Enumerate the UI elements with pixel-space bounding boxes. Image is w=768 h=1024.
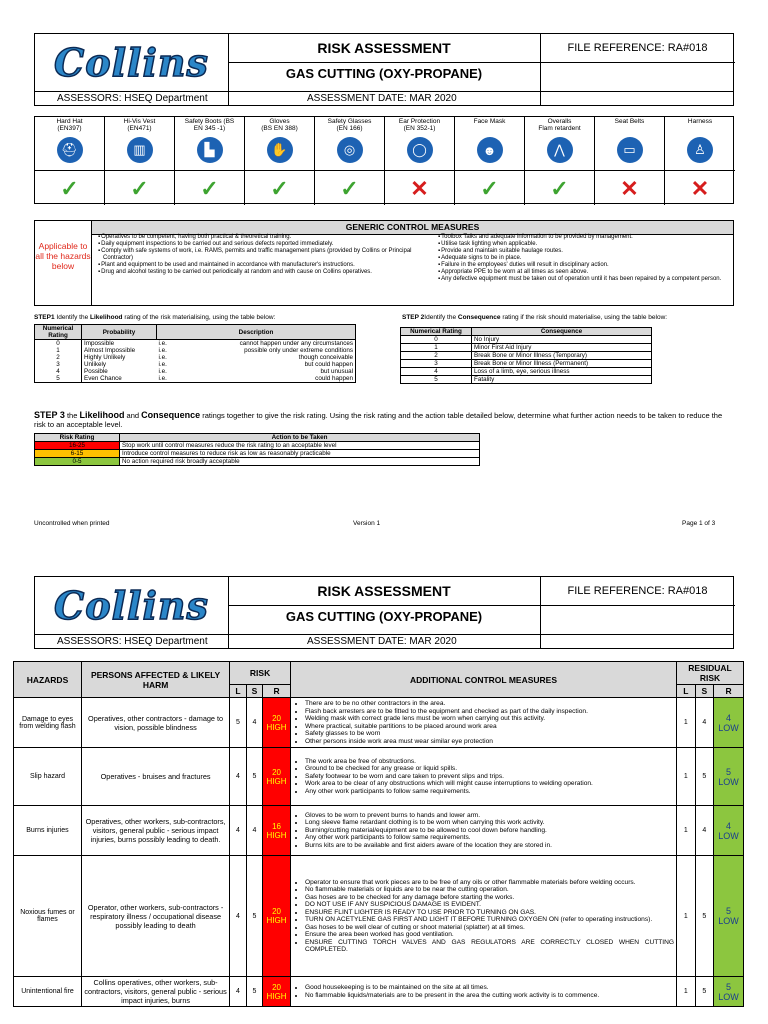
col-r: R bbox=[263, 685, 291, 698]
risk-value: 20 bbox=[272, 982, 281, 992]
likelihood-cell: 4 bbox=[230, 977, 246, 1007]
residual-severity-cell: 5 bbox=[695, 748, 714, 806]
generic-measure: ▪ Drug and alcohol testing to be carried out periodically at random and with cause on Collins operatives. bbox=[98, 269, 432, 276]
page2-header bbox=[34, 576, 734, 649]
col-l: L bbox=[230, 685, 246, 698]
residual-level: LOW bbox=[718, 991, 739, 1002]
divider bbox=[228, 92, 229, 106]
control-measure: • Safety footwear to be worn and care taken to prevent slips and trips. bbox=[305, 773, 674, 781]
doc-title: RISK ASSESSMENT bbox=[228, 34, 541, 63]
generic-list-left bbox=[92, 234, 432, 276]
hard-hat-icon: ⛑ bbox=[57, 137, 83, 163]
control-measure: • Gas hoses to be well clear of cutting or shoot material (splatter) at all times. bbox=[305, 924, 674, 932]
action-cell: No action required risk broadly acceptable bbox=[120, 458, 480, 466]
col-residual-r: R bbox=[714, 685, 744, 698]
ie-cell: i.e. bbox=[158, 361, 167, 368]
doc-subtitle: GAS CUTTING (OXY-PROPANE) bbox=[228, 62, 541, 91]
risk-value: 16 bbox=[272, 821, 281, 831]
description-cell: could happen bbox=[201, 375, 356, 383]
risk-level: HIGH bbox=[266, 722, 287, 732]
generic-measure: ▪ Operatives to be competent, having both practical & theoretical training. bbox=[98, 234, 432, 241]
likelihood-cell: 4 bbox=[230, 806, 246, 856]
severity-cell: 4 bbox=[246, 806, 262, 856]
rating-cell: 3 bbox=[35, 361, 82, 368]
rating-cell: 4 bbox=[401, 368, 472, 376]
col-residual-risk: RESIDUAL RISK bbox=[677, 662, 744, 685]
control-measure: • Burns kits are to be available and first aiders aware of the location they are stored in. bbox=[305, 842, 674, 850]
harness-icon: ♙ bbox=[687, 137, 713, 163]
residual-level: LOW bbox=[718, 830, 739, 841]
measures-cell bbox=[290, 856, 676, 977]
probability-cell: Highly Unlikely bbox=[82, 354, 157, 361]
consequence-table bbox=[400, 327, 652, 384]
generic-heading: GENERIC CONTROL MEASURES bbox=[92, 221, 733, 235]
header-meta-row bbox=[35, 634, 733, 649]
assessment-date: ASSESSMENT DATE: MAR 2020 bbox=[307, 93, 457, 104]
likelihood-row bbox=[35, 361, 356, 368]
ppe-label: Seat Belts bbox=[614, 118, 645, 125]
ppe-table bbox=[34, 116, 734, 204]
action-table bbox=[34, 433, 480, 466]
consequence-row bbox=[401, 336, 652, 344]
description-cell: cannot happen under any circumstances bbox=[201, 340, 356, 348]
col-s: S bbox=[246, 685, 262, 698]
seat-belt-icon: ▭ bbox=[617, 137, 643, 163]
control-measure: • Operator to ensure that work pieces are to be free of any oils or other flammable materials before welding occurs. bbox=[305, 879, 674, 887]
check-icon: ✓ bbox=[525, 170, 594, 206]
control-measure: • No flammable liquids/materials are to be present in the area the cutting work activity is to commence. bbox=[305, 992, 674, 1000]
vest-icon: ▥ bbox=[127, 137, 153, 163]
residual-value: 5 bbox=[726, 981, 732, 992]
risk-rating-cell bbox=[263, 856, 291, 977]
residual-likelihood-cell: 1 bbox=[677, 698, 696, 748]
file-reference: FILE REFERENCE: RA#018 bbox=[540, 34, 735, 63]
assessors: ASSESSORS: HSEQ Department bbox=[57, 636, 208, 647]
residual-risk-cell bbox=[714, 748, 744, 806]
residual-value: 4 bbox=[726, 712, 732, 723]
rating-cell: 2 bbox=[401, 352, 472, 360]
action-cell: Stop work until control measures reduce the risk rating to an acceptable level bbox=[120, 442, 480, 450]
rating-cell: 5 bbox=[35, 375, 82, 383]
ppe-column bbox=[245, 117, 315, 205]
step1-intro: STEP1 Identify the Likelihood rating of the risk materialising, using the table below: bbox=[34, 314, 276, 321]
control-measure: • Ground to be checked for any grease or liquid spills. bbox=[305, 765, 674, 773]
gloves-icon: ✋ bbox=[267, 137, 293, 163]
ppe-column bbox=[315, 117, 385, 205]
col-consequence: Consequence bbox=[472, 328, 652, 336]
control-measure: • There are to be no other contractors in the area. bbox=[305, 700, 674, 708]
step3-intro: STEP 3 the Likelihood and Consequence ratings together to give the risk rating. Using the risk rating and the action table detailed below, determine what further action needs to be taken to reduce the risk to an acceptable level. bbox=[34, 410, 723, 429]
collins-logo: Collins bbox=[35, 577, 229, 634]
check-icon: ✓ bbox=[175, 170, 244, 206]
col-hazards: HAZARDS bbox=[14, 662, 82, 698]
control-measure: • Burning/cutting material/equipment are to be allowed to cool down before handling. bbox=[305, 827, 674, 835]
hazard-row bbox=[14, 748, 744, 806]
hazard-cell: Damage to eyes from welding flash bbox=[14, 698, 82, 748]
ppe-label: Gloves (BS EN 388) bbox=[261, 118, 298, 132]
footer-version: Version 1 bbox=[353, 520, 381, 527]
persons-cell: Collins operatives, other workers, sub-contractors, visitors, general public - serious impact injuries, burns bbox=[81, 977, 229, 1007]
residual-risk-cell bbox=[714, 977, 744, 1007]
consequence-row bbox=[401, 352, 652, 360]
col-rating: Numerical Rating bbox=[401, 328, 472, 336]
col-risk-rating: Risk Rating bbox=[35, 434, 120, 442]
generic-measure: ▪ Plant and equipment to be used and maintained in accordance with manufacturer's instructions. bbox=[98, 262, 432, 269]
page1-header bbox=[34, 33, 734, 106]
ppe-column bbox=[525, 117, 595, 205]
step2-intro: STEP 2Identify the Consequence rating if the risk should materialise, using the table below: bbox=[402, 314, 668, 321]
residual-level: LOW bbox=[718, 776, 739, 787]
ppe-label: Overalls Flam retardent bbox=[538, 118, 581, 132]
check-icon: ✓ bbox=[455, 170, 524, 206]
hazard-row bbox=[14, 698, 744, 748]
risk-rating-cell bbox=[263, 806, 291, 856]
probability-cell: Unlikely bbox=[82, 361, 157, 368]
assessors: ASSESSORS: HSEQ Department bbox=[57, 93, 208, 104]
measures-cell bbox=[290, 698, 676, 748]
collins-logo: Collins bbox=[35, 34, 229, 91]
col-additional-measures: ADDITIONAL CONTROL MEASURES bbox=[290, 662, 676, 698]
boots-icon: ▙ bbox=[197, 137, 223, 163]
hazard-cell: Slip hazard bbox=[14, 748, 82, 806]
residual-level: LOW bbox=[718, 722, 739, 733]
hazard-cell: Noxious fumes or flames bbox=[14, 856, 82, 977]
consequence-cell: Break Bone or Minor Illness (Temporary) bbox=[472, 352, 652, 360]
measures-list bbox=[293, 984, 674, 999]
persons-cell: Operatives, other contractors - damage to vision, possible blindness bbox=[81, 698, 229, 748]
ppe-column bbox=[595, 117, 665, 205]
residual-risk-cell bbox=[714, 856, 744, 977]
residual-risk-cell bbox=[714, 698, 744, 748]
risk-level: HIGH bbox=[266, 776, 287, 786]
measures-list bbox=[293, 879, 674, 954]
col-residual-s: S bbox=[695, 685, 714, 698]
generic-control-measures bbox=[34, 220, 734, 306]
persons-cell: Operatives, other workers, sub-contractors, visitors, general public - serious impact injuries, burns possibly leading to death. bbox=[81, 806, 229, 856]
description-cell: but could happen bbox=[201, 361, 356, 368]
residual-severity-cell: 4 bbox=[695, 806, 714, 856]
ie-cell: i.e. bbox=[157, 375, 201, 383]
ppe-label: Safety Boots (BS EN 345 -1) bbox=[184, 118, 235, 132]
col-residual-l: L bbox=[677, 685, 696, 698]
residual-value: 5 bbox=[726, 906, 732, 916]
measures-cell bbox=[290, 748, 676, 806]
rating-cell: 5 bbox=[401, 376, 472, 384]
cross-icon: ✕ bbox=[385, 170, 454, 206]
likelihood-row bbox=[35, 375, 356, 383]
probability-cell: Almost Impossible bbox=[82, 347, 157, 354]
rating-cell: 4 bbox=[35, 368, 82, 375]
file-reference: FILE REFERENCE: RA#018 bbox=[540, 577, 735, 606]
action-row bbox=[35, 442, 480, 450]
risk-rating-cell bbox=[263, 698, 291, 748]
persons-cell: Operator, other workers, sub-contractors - respiratory illness / occupational disease possibly leading to death bbox=[81, 856, 229, 977]
cross-icon: ✕ bbox=[595, 170, 664, 206]
measures-list bbox=[293, 812, 674, 850]
consequence-cell: Minor First Aid Injury bbox=[472, 344, 652, 352]
control-measure: • Good housekeeping is to be maintained on the site at all times. bbox=[305, 984, 674, 992]
severity-cell: 4 bbox=[246, 698, 262, 748]
ie-cell: i.e. bbox=[158, 347, 167, 354]
blank-cell bbox=[540, 605, 735, 634]
residual-level: LOW bbox=[718, 916, 739, 926]
consequence-cell: No Injury bbox=[472, 336, 652, 344]
measures-cell bbox=[290, 977, 676, 1007]
col-action: Action to be Taken bbox=[120, 434, 480, 442]
risk-rating-cell bbox=[263, 748, 291, 806]
measures-list bbox=[293, 758, 674, 796]
persons-cell: Operatives - bruises and fractures bbox=[81, 748, 229, 806]
rating-cell: 1 bbox=[35, 347, 82, 354]
control-measure: • Ensure the area been worked has good ventilation. bbox=[305, 931, 674, 939]
likelihood-row bbox=[35, 347, 356, 354]
likelihood-table bbox=[34, 324, 356, 383]
risk-rating-cell bbox=[263, 977, 291, 1007]
risk-assessment-table bbox=[13, 661, 744, 1007]
control-measure: • Any other work participants to follow same requirements. bbox=[305, 788, 674, 796]
check-icon: ✓ bbox=[315, 170, 384, 206]
hazard-row bbox=[14, 806, 744, 856]
control-measure: • DO NOT USE IF ANY SUSPICIOUS DAMAGE IS EVIDENT. bbox=[305, 901, 674, 909]
ppe-label: Face Mask bbox=[473, 118, 506, 125]
risk-rating-cell: 16-25 bbox=[35, 442, 120, 450]
control-measure: • TURN ON ACETYLENE GAS FIRST AND LIGHT IT BEFORE TURNING OXYGEN ON (refer to operating instructions). bbox=[305, 916, 674, 924]
generic-measure: ▪ Adequate signs to be in place. bbox=[438, 255, 736, 262]
rating-cell: 1 bbox=[401, 344, 472, 352]
check-icon: ✓ bbox=[105, 170, 174, 206]
control-measure: • Welding mask with correct grade lens must be worn when carrying out this activity. bbox=[305, 715, 674, 723]
ppe-column bbox=[35, 117, 105, 205]
ie-cell: i.e. bbox=[158, 354, 167, 361]
ppe-label: Safety Glasses (EN 166) bbox=[327, 118, 372, 132]
consequence-row bbox=[401, 344, 652, 352]
ppe-column bbox=[455, 117, 525, 205]
risk-level: HIGH bbox=[266, 830, 287, 840]
col-rating: Numerical Rating bbox=[35, 325, 82, 340]
consequence-cell: Break Bone or Minor Illness (Permanent) bbox=[472, 360, 652, 368]
hazard-cell: Unintentional fire bbox=[14, 977, 82, 1007]
ppe-column bbox=[105, 117, 175, 205]
rating-cell: 0 bbox=[401, 336, 472, 344]
col-persons: PERSONS AFFECTED & LIKELY HARM bbox=[81, 662, 229, 698]
ppe-label: Hard Hat (EN397) bbox=[56, 118, 83, 132]
severity-cell: 5 bbox=[246, 748, 262, 806]
check-icon: ✓ bbox=[35, 170, 104, 206]
description-cell: but unusual bbox=[201, 368, 356, 375]
consequence-row bbox=[401, 360, 652, 368]
overalls-icon: ⋀ bbox=[547, 137, 573, 163]
control-measure: • Flash back arresters are to be fitted to the equipment and checked as part of the daily inspection. bbox=[305, 708, 674, 716]
residual-likelihood-cell: 1 bbox=[677, 856, 696, 977]
generic-measure: ▪ Comply with safe systems of work, i.e. RAMS, permits and traffic management plans (provided by Collins or Principal Contractor) bbox=[98, 248, 432, 262]
risk-value: 20 bbox=[272, 767, 281, 777]
action-row bbox=[35, 458, 480, 466]
hazard-cell: Burns injuries bbox=[14, 806, 82, 856]
likelihood-row bbox=[35, 354, 356, 361]
divider bbox=[540, 635, 541, 649]
divider bbox=[228, 635, 229, 649]
description-cell: though conceivable bbox=[201, 354, 356, 361]
residual-value: 5 bbox=[726, 766, 732, 777]
control-measure: • No flammable materials or liquids are to be near the cutting operation. bbox=[305, 886, 674, 894]
control-measure: • The work area be free of obstructions. bbox=[305, 758, 674, 766]
col-description: Description bbox=[157, 325, 356, 340]
ppe-column bbox=[385, 117, 455, 205]
risk-level: HIGH bbox=[266, 916, 287, 925]
hazard-row bbox=[14, 977, 744, 1007]
ie-cell: i.e. bbox=[158, 340, 167, 347]
ear-protection-icon: ◯ bbox=[407, 137, 433, 163]
severity-cell: 5 bbox=[246, 977, 262, 1007]
likelihood-cell: 5 bbox=[230, 698, 246, 748]
control-measure: • Any other work participants to follow same requirements. bbox=[305, 834, 674, 842]
rating-cell: 2 bbox=[35, 354, 82, 361]
probability-cell: Even Chance bbox=[82, 375, 157, 383]
generic-measure: ▪ Failure in the employees' duties will result in disciplinary action. bbox=[438, 262, 736, 269]
ppe-column bbox=[175, 117, 245, 205]
consequence-row bbox=[401, 368, 652, 376]
probability-cell: Possible bbox=[82, 368, 157, 375]
severity-cell: 5 bbox=[246, 856, 262, 977]
likelihood-row bbox=[35, 340, 356, 348]
likelihood-row bbox=[35, 368, 356, 375]
likelihood-cell: 4 bbox=[230, 856, 246, 977]
ie-cell: i.e. bbox=[158, 368, 167, 375]
risk-level: HIGH bbox=[266, 991, 287, 1001]
action-row bbox=[35, 450, 480, 458]
risk-value: 20 bbox=[272, 713, 281, 723]
description-cell: possible only under extreme conditions bbox=[201, 347, 356, 354]
generic-list-right bbox=[432, 234, 736, 283]
assessment-date: ASSESSMENT DATE: MAR 2020 bbox=[307, 636, 457, 647]
likelihood-cell: 4 bbox=[230, 748, 246, 806]
ppe-column bbox=[665, 117, 735, 205]
glasses-icon: ◎ bbox=[337, 137, 363, 163]
probability-cell: Impossible bbox=[82, 340, 157, 348]
col-probability: Probability bbox=[82, 325, 157, 340]
consequence-cell: Fatality bbox=[472, 376, 652, 384]
face-mask-icon: ☻ bbox=[477, 137, 503, 163]
control-measure: • Work area to be clear of any obstructions which will might cause interruptions to welding operation. bbox=[305, 780, 674, 788]
ppe-label: Harness bbox=[687, 118, 713, 125]
control-measure: • ENSURE CUTTING TORCH VALVES AND GAS REGULATORS ARE CORRECTLY CLOSED WHEN CUTTING COMPLETED. bbox=[305, 939, 674, 954]
consequence-cell: Loss of a limb, eye, serious illness bbox=[472, 368, 652, 376]
rating-cell: 3 bbox=[401, 360, 472, 368]
rating-cell: 0 bbox=[35, 340, 82, 348]
residual-severity-cell: 5 bbox=[695, 977, 714, 1007]
blank-cell bbox=[540, 62, 735, 91]
control-measure: • Long sleeve flame retardant clothing is to be worn when carrying this work activity. bbox=[305, 819, 674, 827]
control-measure: • Gas hoses are to be checked for any damage before starting the works. bbox=[305, 894, 674, 902]
doc-title: RISK ASSESSMENT bbox=[228, 577, 541, 606]
consequence-row bbox=[401, 376, 652, 384]
residual-likelihood-cell: 1 bbox=[677, 977, 696, 1007]
control-measure: • Other persons inside work area must wear similar eye protection bbox=[305, 738, 674, 746]
risk-rating-cell: 6-15 bbox=[35, 450, 120, 458]
generic-measure: ▪ Any defective equipment must be taken out of operation until it has been repaired by a competent person. bbox=[438, 276, 736, 283]
col-risk: RISK bbox=[230, 662, 291, 685]
footer-page: Page 1 of 3 bbox=[682, 520, 716, 527]
control-measure: • Gloves to be worn to prevent burns to hands and lower arm. bbox=[305, 812, 674, 820]
generic-measure: ▪ Toolbox Talks and adequate information to be provided by management. bbox=[438, 234, 736, 241]
cross-icon: ✕ bbox=[665, 170, 735, 206]
header-meta-row bbox=[35, 91, 733, 106]
check-icon: ✓ bbox=[245, 170, 314, 206]
control-measure: • Where practical, suitable partitions to be placed around work area bbox=[305, 723, 674, 731]
residual-likelihood-cell: 1 bbox=[677, 748, 696, 806]
footer-uncontrolled: Uncontrolled when printed bbox=[34, 520, 110, 527]
ppe-label: Ear Protection (EN 352-1) bbox=[398, 118, 441, 132]
measures-cell bbox=[290, 806, 676, 856]
action-cell: Introduce control measures to reduce risk as low as reasonably practicable bbox=[120, 450, 480, 458]
generic-measure: ▪ Utilise task lighting when applicable. bbox=[438, 241, 736, 248]
control-measure: • ENSURE FLINT LIGHTER IS READY TO USE PRIOR TO TURNING ON GAS. bbox=[305, 909, 674, 917]
risk-rating-cell: 0-5 bbox=[35, 458, 120, 466]
divider bbox=[540, 92, 541, 106]
residual-risk-cell bbox=[714, 806, 744, 856]
residual-likelihood-cell: 1 bbox=[677, 806, 696, 856]
residual-value: 4 bbox=[726, 820, 732, 831]
ppe-label: Hi-Vis Vest (EN471) bbox=[123, 118, 156, 132]
doc-subtitle: GAS CUTTING (OXY-PROPANE) bbox=[228, 605, 541, 634]
generic-measure: ▪ Appropriate PPE to be worn at all times as seen above. bbox=[438, 269, 736, 276]
generic-measure: ▪ Provide and maintain suitable haulage routes. bbox=[438, 248, 736, 255]
residual-severity-cell: 4 bbox=[695, 698, 714, 748]
hazard-row bbox=[14, 856, 744, 977]
residual-severity-cell: 5 bbox=[695, 856, 714, 977]
control-measure: • Safety glasses to be worn bbox=[305, 730, 674, 738]
generic-measure: ▪ Daily equipment inspections to be carried out and serious defects reported immediately. bbox=[98, 241, 432, 248]
measures-list bbox=[293, 700, 674, 745]
risk-value: 20 bbox=[272, 907, 281, 916]
applicable-note: Applicable to all the hazards below bbox=[35, 221, 92, 305]
